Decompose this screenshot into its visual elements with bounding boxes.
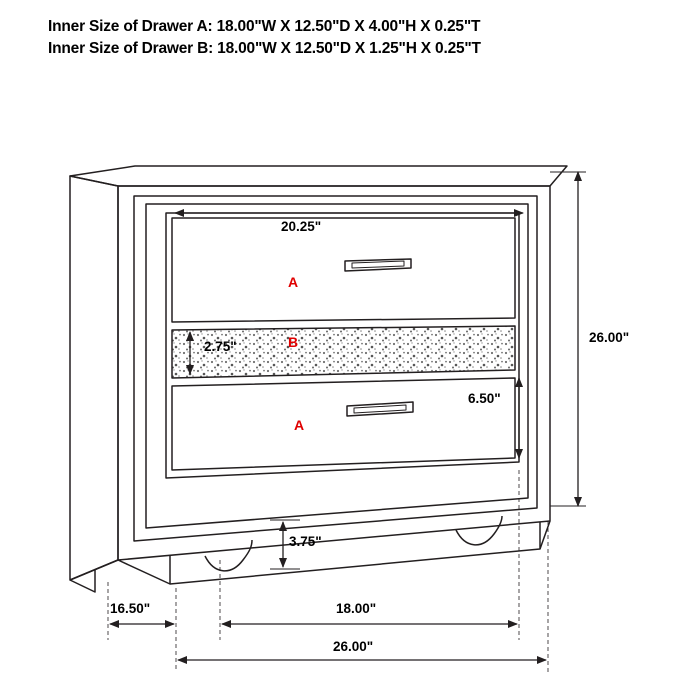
spec-line-drawer-a: Inner Size of Drawer A: 18.00"W X 12.50"D X 4.00"H X 0.25"T xyxy=(48,18,481,35)
drawer-label-b: B xyxy=(288,334,299,350)
dim-depth: 16.50" xyxy=(110,601,151,616)
dim-inner-width: 18.00" xyxy=(336,601,377,616)
drawer-label-a-top: A xyxy=(288,274,299,290)
drawer-label-a-bottom: A xyxy=(294,417,305,433)
dim-lower-drawer-height: 6.50" xyxy=(468,391,501,406)
dim-overall-width: 26.00" xyxy=(333,639,374,654)
dim-top-width: 20.25" xyxy=(281,219,322,234)
dim-drawer-b-height: 2.75" xyxy=(204,339,237,354)
spec-line-drawer-b: Inner Size of Drawer B: 18.00"W X 12.50"D X 1.25"H X 0.25"T xyxy=(48,40,481,57)
dim-right-height: 26.00" xyxy=(589,330,630,345)
dim-leg-height: 3.75" xyxy=(289,534,322,549)
